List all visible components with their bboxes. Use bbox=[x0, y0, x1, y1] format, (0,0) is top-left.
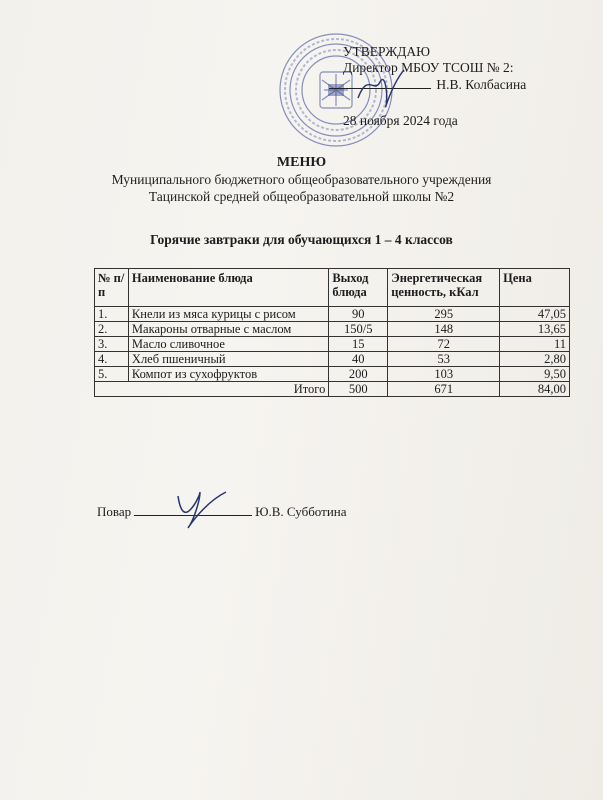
total-yield: 500 bbox=[329, 382, 388, 397]
col-header-dish: Наименование блюда bbox=[128, 269, 328, 307]
total-label: Итого bbox=[95, 382, 329, 397]
row-number: 2. bbox=[95, 322, 129, 337]
dish-energy: 53 bbox=[388, 352, 500, 367]
approve-heading: УТВЕРЖДАЮ bbox=[343, 44, 431, 59]
table-row bbox=[95, 337, 570, 352]
dish-price: 11 bbox=[500, 337, 570, 352]
dish-price: 47,05 bbox=[500, 307, 570, 322]
menu-table bbox=[94, 268, 570, 397]
dish-energy: 148 bbox=[388, 322, 500, 337]
row-number: 4. bbox=[95, 352, 129, 367]
dish-energy: 103 bbox=[388, 367, 500, 382]
org-name-line2: Тацинской средней общеобразовательной школы №2 bbox=[148, 189, 455, 204]
dish-yield: 90 bbox=[329, 307, 388, 322]
director-signature bbox=[352, 64, 412, 114]
table-total-row bbox=[95, 382, 570, 397]
dish-yield: 150/5 bbox=[329, 322, 388, 337]
page-title: МЕНЮ bbox=[276, 155, 327, 170]
dish-yield: 40 bbox=[329, 352, 388, 367]
dish-name: Кнели из мяса курицы с рисом bbox=[128, 307, 328, 322]
dish-energy: 295 bbox=[388, 307, 500, 322]
col-header-yield: Выход блюда bbox=[329, 269, 388, 307]
row-number: 5. bbox=[95, 367, 129, 382]
org-name-line1: Муниципального бюджетного общеобразовательного учреждения bbox=[111, 172, 492, 187]
approval-date: 28 ноября 2024 года bbox=[343, 113, 458, 128]
table-row bbox=[95, 307, 570, 322]
total-price: 84,00 bbox=[500, 382, 570, 397]
dish-name: Масло сливочное bbox=[128, 337, 328, 352]
row-number: 1. bbox=[95, 307, 129, 322]
cook-name: Ю.В. Субботина bbox=[255, 504, 347, 519]
dish-yield: 15 bbox=[329, 337, 388, 352]
table-row bbox=[95, 322, 570, 337]
approve-position: Директор МБОУ ТСОШ № 2: bbox=[343, 60, 514, 75]
dish-energy: 72 bbox=[388, 337, 500, 352]
cook-signature bbox=[170, 486, 230, 532]
dish-name: Хлеб пшеничный bbox=[128, 352, 328, 367]
table-row bbox=[95, 352, 570, 367]
approver-name: Н.В. Колбасина bbox=[436, 77, 527, 92]
dish-name: Компот из сухофруктов bbox=[128, 367, 328, 382]
total-energy: 671 bbox=[388, 382, 500, 397]
dish-price: 13,65 bbox=[500, 322, 570, 337]
col-header-price: Цена bbox=[500, 269, 570, 307]
dish-price: 2,80 bbox=[500, 352, 570, 367]
table-row bbox=[95, 367, 570, 382]
meal-subtitle: Горячие завтраки для обучающихся 1 – 4 классов bbox=[150, 232, 453, 247]
col-header-number: № п/п bbox=[95, 269, 129, 307]
col-header-energy: Энергетическая ценность, кКал bbox=[388, 269, 500, 307]
dish-name: Макароны отварные с маслом bbox=[128, 322, 328, 337]
row-number: 3. bbox=[95, 337, 129, 352]
dish-yield: 200 bbox=[329, 367, 388, 382]
table-header-row bbox=[95, 269, 570, 307]
dish-price: 9,50 bbox=[500, 367, 570, 382]
cook-label: Повар bbox=[97, 504, 132, 519]
